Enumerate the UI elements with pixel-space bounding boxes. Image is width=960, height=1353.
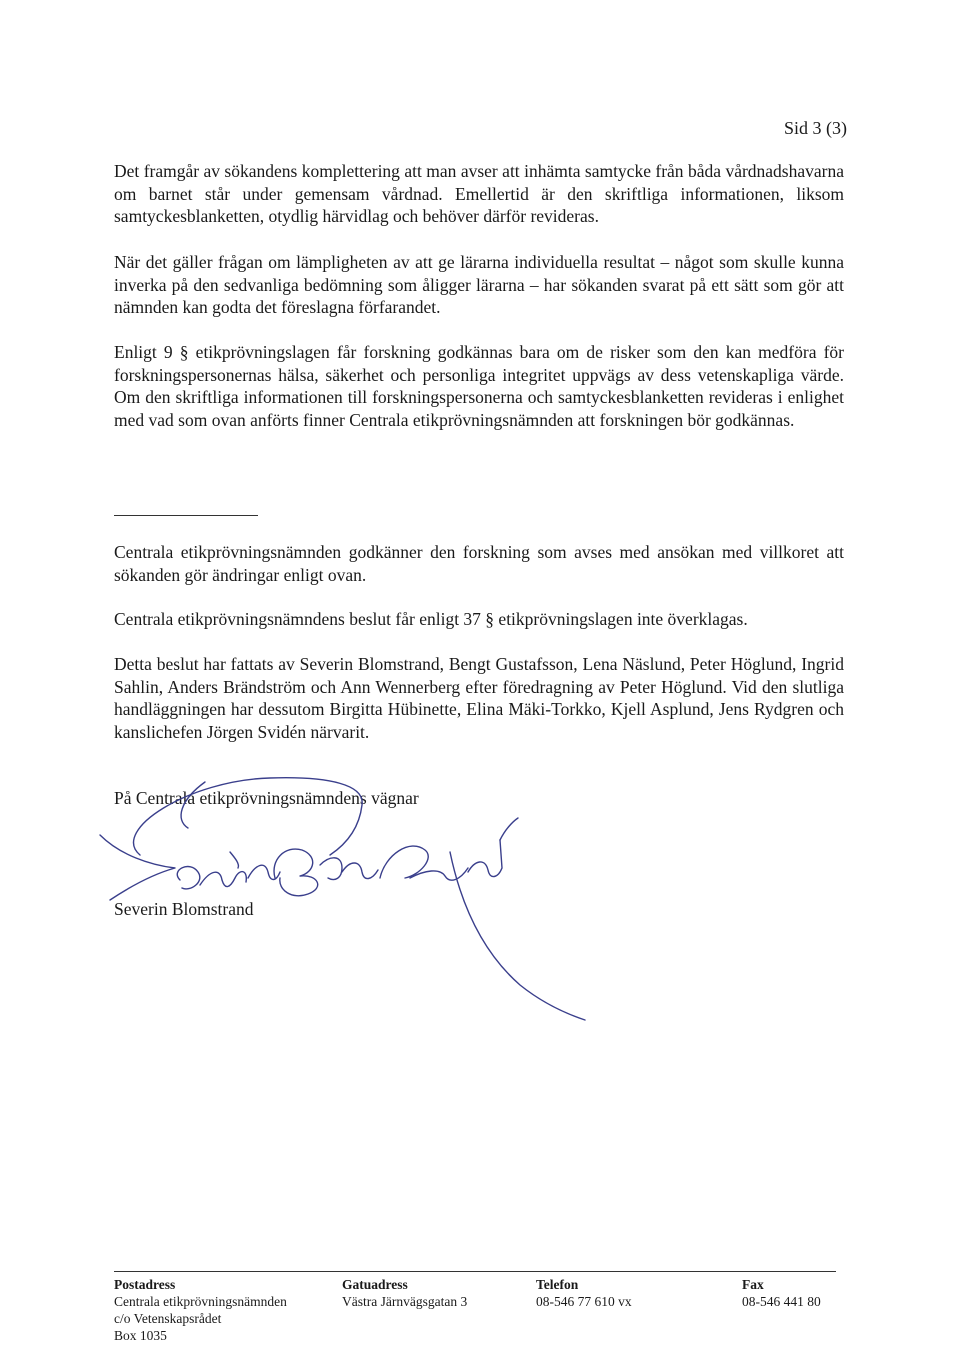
footer-heading: Fax [742, 1277, 764, 1292]
participants-paragraph [114, 653, 844, 743]
footer-heading: Postadress [114, 1277, 176, 1292]
paragraph-text: Enligt 9 § etikprövningslagen får forskning godkännas bara om de risker som den kan medföra för forskningspersonernas hälsa, säkerhet och personliga integritet uppvägs av dess vetenskapliga värde. Om den skriftliga informationen till forskningspersonerna och samtyckesblanketten revideras i enlighet med vad som ovan anförts finner Centrala etikprövningsnämnden att forskningen bör godkännas. [114, 342, 844, 430]
footer-line: Västra Järnvägsgatan 3 [342, 1294, 468, 1309]
body-paragraph [114, 341, 844, 431]
footer-postal-address [114, 1276, 287, 1344]
signer-name: Severin Blomstrand [114, 899, 254, 919]
footer-heading: Gatuadress [342, 1277, 408, 1292]
paragraph-text: Centrala etikprövningsnämndens beslut får enligt 37 § etikprövningslagen inte överklagas. [114, 609, 748, 629]
body-paragraph [114, 251, 844, 319]
body-paragraph [114, 160, 844, 228]
appeal-paragraph [114, 608, 844, 631]
footer-street-address [342, 1276, 467, 1310]
footer [114, 1276, 836, 1346]
paragraph-text: Det framgår av sökandens komplettering att man avser att inhämta samtycke från båda vårdnadshavarna om barnet står under gemensam vårdnad. Emellertid är den skriftliga informationen, liksom samtyckesblanketten, otydlig härvidlag och behöver därför revideras. [114, 161, 844, 226]
paragraph-text: Centrala etikprövningsnämnden godkänner den forskning som avses med ansökan med villkoret att sökanden gör ändringar enligt ovan. [114, 542, 844, 585]
decision-paragraph [114, 541, 844, 586]
footer-line: c/o Vetenskapsrådet [114, 1311, 222, 1326]
signature-closing: På Centrala etikprövningsnämndens vägnar [114, 788, 419, 808]
section-divider [114, 515, 258, 516]
page-number: Sid 3 (3) [784, 118, 847, 138]
paragraph-text: När det gäller frågan om lämpligheten av att ge lärarna individuella resultat – något som skulle kunna inverka på den sedvanliga bedömning som åligger lärarna – har sökanden svarat på ett sätt som gör att nämnden kan godta det föreslagna förfarandet. [114, 252, 844, 317]
footer-phone [536, 1276, 632, 1310]
footer-line: 08-546 441 80 [742, 1294, 821, 1309]
handwritten-signature [80, 760, 600, 1030]
footer-line: Box 1035 [114, 1328, 167, 1343]
paragraph-text: Detta beslut har fattats av Severin Blomstrand, Bengt Gustafsson, Lena Näslund, Peter Höglund, Ingrid Sahlin, Anders Brändström och Ann Wennerberg efter föredragning av Peter Höglund. Vid den slutliga handläggningen har dessutom Birgitta Hübinette, Elina Mäki-Torkko, Kjell Asplund, Jens Rydgren och kanslichefen Jörgen Svidén närvarit. [114, 654, 844, 742]
footer-heading: Telefon [536, 1277, 579, 1292]
footer-line: 08-546 77 610 vx [536, 1294, 632, 1309]
footer-divider [114, 1271, 836, 1272]
footer-fax [742, 1276, 821, 1310]
footer-line: Centrala etikprövningsnämnden [114, 1294, 287, 1309]
